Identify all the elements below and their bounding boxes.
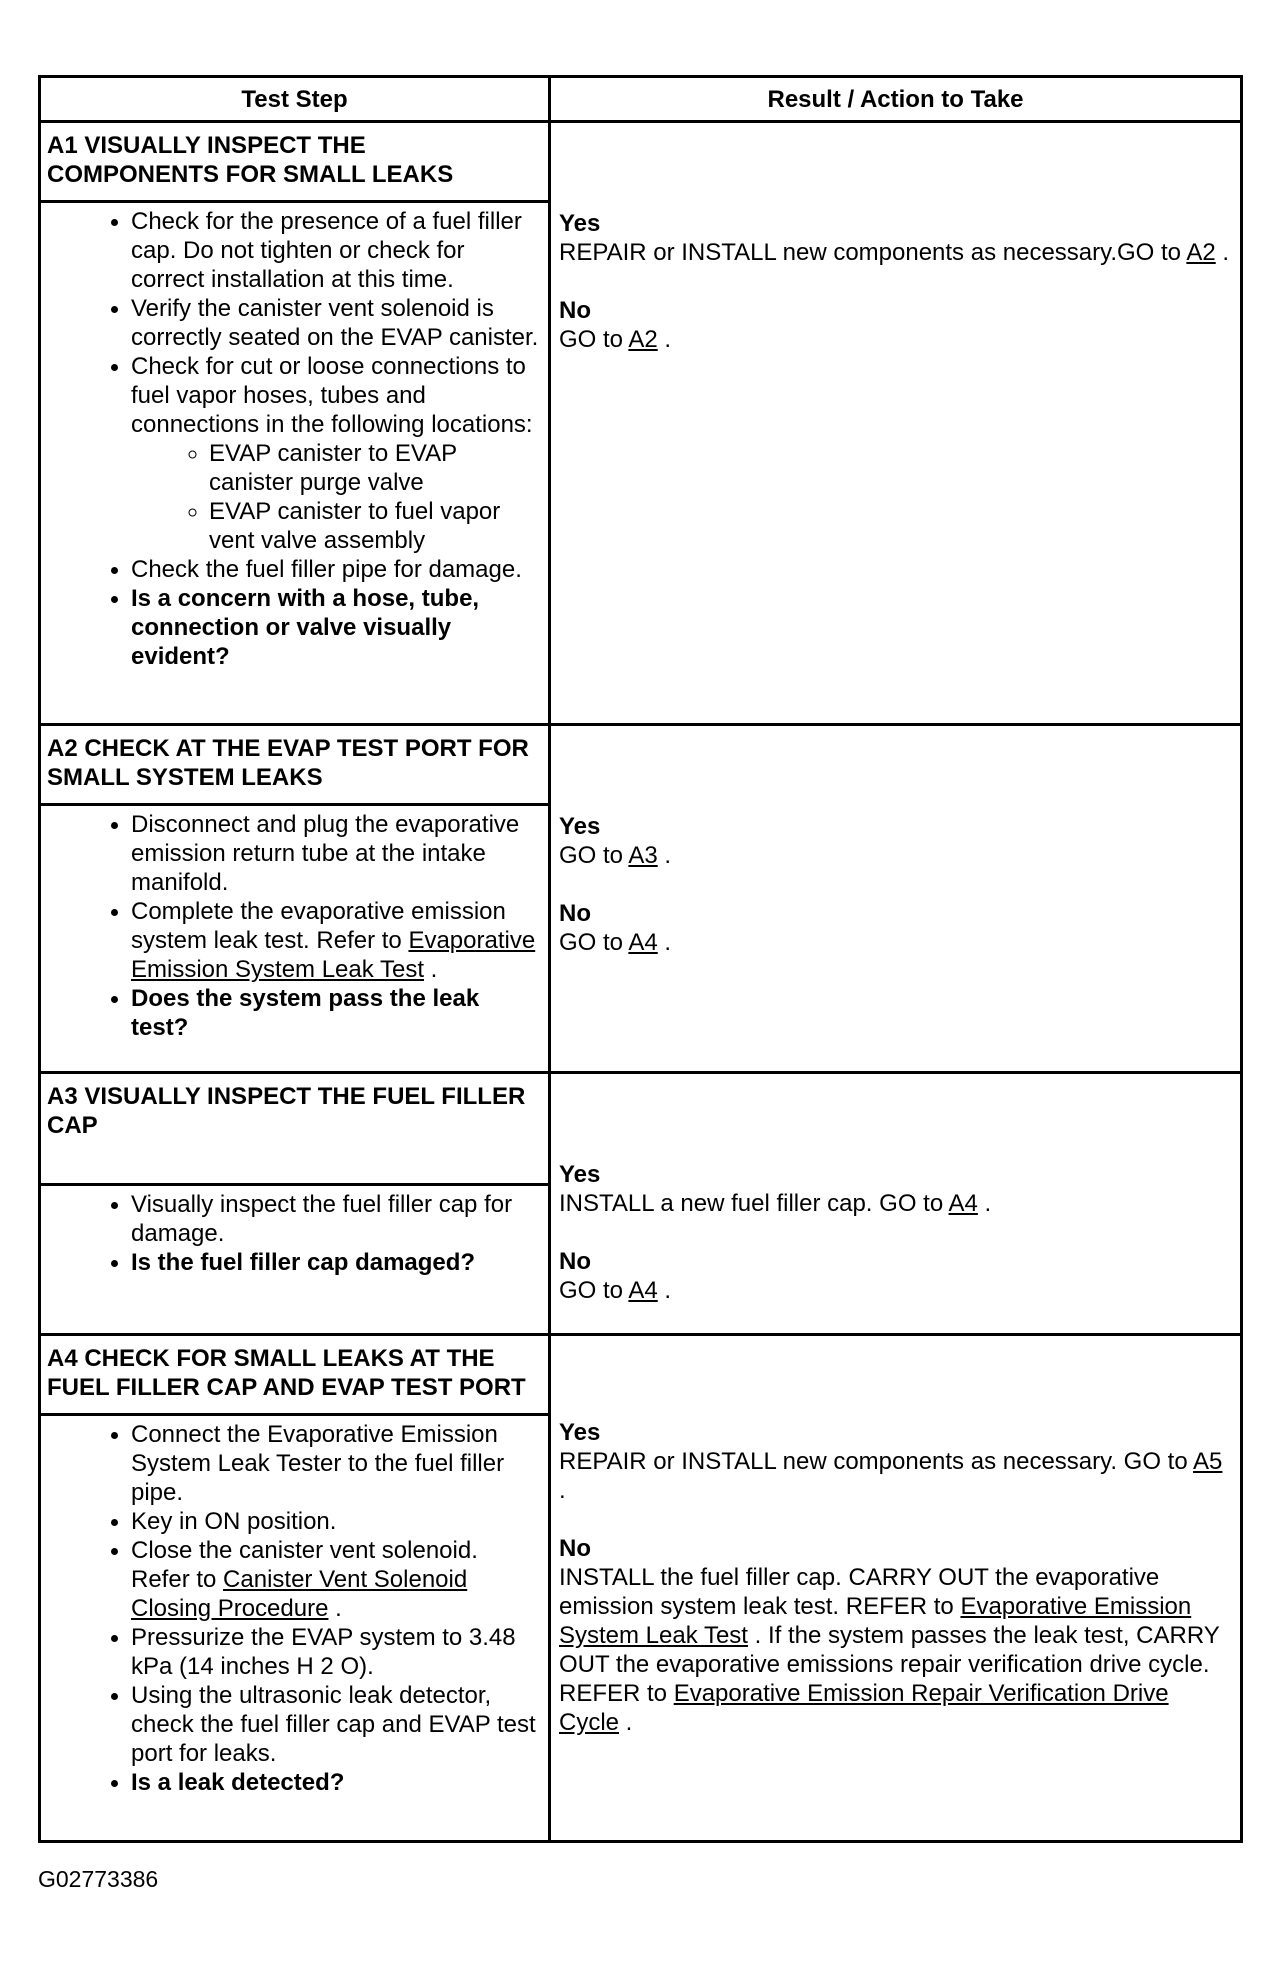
step-item-text: Key in ON position. [131, 1507, 337, 1535]
step-item [131, 1623, 542, 1681]
step-item [131, 584, 542, 671]
step-sublist [131, 439, 542, 555]
step-item-text: Is a leak detected? [131, 1768, 345, 1796]
result-label: Yes [559, 1418, 601, 1446]
step-item-text: Disconnect and plug the evaporative emission return tube at the intake manifold. [131, 811, 520, 897]
result-text-part: INSTALL the fuel filler cap. CARRY OUT the evaporative emission system leak test. REFER to [559, 1563, 1160, 1620]
step-item-text: Close the canister vent solenoid. Refer to [131, 1536, 478, 1593]
step-item-text: Pressurize the EVAP system to 3.48 kPa (14 inches H 2 O). [131, 1623, 516, 1680]
result-no [559, 1534, 1232, 1737]
step-body [40, 1414, 550, 1841]
step-item [131, 1681, 542, 1768]
step-title-row [40, 1072, 1242, 1184]
result-text [559, 1447, 1232, 1505]
result-text [559, 841, 1232, 870]
header-row [40, 77, 1242, 122]
step-body [40, 202, 550, 725]
result-yes [559, 1160, 1232, 1218]
step-title-row [40, 725, 1242, 805]
step-item-text: Is a concern with a hose, tube, connection or valve visually evident? [131, 585, 480, 671]
step-list [47, 810, 542, 1042]
result-spacer [559, 129, 1232, 209]
result-text-part: REPAIR or INSTALL new components as necessary.GO to [559, 239, 1187, 266]
result-yes [559, 1418, 1232, 1505]
steps-body [40, 122, 1242, 1842]
result-no [559, 296, 1232, 354]
result-text-part: . [1215, 239, 1230, 266]
step-item [131, 1768, 542, 1797]
result-text [559, 1189, 1232, 1218]
result-no [559, 1247, 1232, 1305]
figure-id: G02773386 [38, 1866, 159, 1892]
step-item [131, 352, 542, 555]
step-item-text: Check for cut or loose connections to fuel vapor hoses, tubes and connections in the following locations: [131, 353, 533, 439]
step-item-text: Visually inspect the fuel filler cap for damage. [131, 1190, 513, 1247]
step-title-row [40, 1334, 1242, 1414]
result-yes [559, 209, 1232, 267]
result-link[interactable]: Evaporative Emission System Leak Test [559, 1592, 1192, 1649]
result-label: Yes [559, 813, 601, 841]
step-item-text: Verify the canister vent solenoid is correctly seated on the EVAP canister. [131, 295, 539, 352]
step-title: A4 CHECK FOR SMALL LEAKS AT THE FUEL FILLER CAP AND EVAP TEST PORT [40, 1334, 550, 1414]
step-list [47, 1420, 542, 1797]
step-item [131, 207, 542, 294]
step-list [47, 207, 542, 671]
result-text-part: GO to [559, 1276, 629, 1304]
header-result: Result / Action to Take [550, 77, 1242, 122]
result-text [559, 325, 1232, 354]
result-spacer [559, 1080, 1232, 1160]
result-label: No [559, 1534, 591, 1562]
step-result-cell [550, 725, 1242, 1073]
result-text [559, 928, 1232, 957]
step-item [131, 897, 542, 984]
result-label: No [559, 900, 591, 928]
step-subitem: ◦ EVAP canister to fuel vapor vent valve assembly [209, 497, 542, 555]
result-link[interactable]: A4 [948, 1189, 978, 1217]
result-text-part: GO to [559, 326, 629, 353]
result-text-part: REPAIR or INSTALL new components as necessary. GO to [559, 1447, 1194, 1475]
step-item-text: Connect the Evaporative Emission System Leak Tester to the fuel filler pipe. [131, 1420, 505, 1506]
step-result-cell [550, 122, 1242, 725]
result-text-part: . [559, 1476, 566, 1504]
step-item [131, 555, 542, 584]
diagnostic-table [38, 75, 1243, 1843]
step-title: A1 VISUALLY INSPECT THE COMPONENTS FOR SMALL LEAKS [40, 122, 550, 202]
step-item [131, 810, 542, 897]
result-text [559, 1276, 1232, 1305]
result-text [559, 238, 1232, 267]
step-item-link[interactable]: Evaporative Emission System Leak Test [131, 927, 536, 984]
result-spacer [559, 1342, 1232, 1418]
step-title: A2 CHECK AT THE EVAP TEST PORT FOR SMALL SYSTEM LEAKS [40, 725, 550, 805]
result-link[interactable]: A2 [1186, 239, 1216, 266]
step-item-text: Check the fuel filler pipe for damage. [131, 556, 522, 584]
step-title: A3 VISUALLY INSPECT THE FUEL FILLER CAP [40, 1072, 550, 1184]
result-link[interactable]: A4 [628, 929, 658, 957]
step-subitem: ◦ EVAP canister to EVAP canister purge valve [209, 439, 542, 497]
result-text-part: . [619, 1708, 633, 1736]
step-item [131, 1420, 542, 1507]
result-text [559, 1563, 1232, 1737]
result-link[interactable]: A5 [1193, 1447, 1223, 1475]
result-text-part: . [657, 929, 672, 957]
step-title-row [40, 122, 1242, 202]
step-item-text: Check for the presence of a fuel filler cap. Do not tighten or check for correct installation at this time. [131, 208, 522, 294]
step-item-text: Complete the evaporative emission system leak test. Refer to [131, 898, 506, 955]
step-item-text: Is the fuel filler cap damaged? [131, 1248, 476, 1276]
result-text-part: . [657, 842, 672, 870]
result-text-part: GO to [559, 842, 629, 870]
step-body [40, 805, 550, 1072]
result-label: No [559, 297, 591, 324]
step-item [131, 294, 542, 352]
result-text-part: GO to [559, 929, 629, 957]
step-list [47, 1190, 542, 1277]
step-item [131, 1190, 542, 1248]
step-item [131, 1536, 542, 1623]
result-label: Yes [559, 210, 601, 237]
step-item-text: Using the ultrasonic leak detector, check the fuel filler cap and EVAP test port for leaks. [131, 1681, 536, 1767]
header-test-step: Test Step [40, 77, 550, 122]
result-link[interactable]: A3 [628, 842, 658, 870]
result-label: Yes [559, 1160, 601, 1188]
result-yes [559, 812, 1232, 870]
step-item [131, 1507, 542, 1536]
result-no [559, 899, 1232, 957]
step-result-cell [550, 1334, 1242, 1841]
step-item [131, 1248, 542, 1277]
step-item-text: . [328, 1594, 342, 1622]
result-text-part: . [657, 1276, 672, 1304]
result-text-part: INSTALL a new fuel filler cap. GO to [559, 1189, 949, 1217]
step-item [131, 984, 542, 1042]
result-link[interactable]: A2 [628, 326, 658, 353]
step-result-cell [550, 1072, 1242, 1334]
step-item-link[interactable]: Canister Vent Solenoid Closing Procedure [131, 1565, 468, 1622]
result-link[interactable]: A4 [628, 1276, 658, 1304]
result-text-part: . If the system passes the leak test, CARRY OUT the evaporative emissions repair verification drive cycle. REFER to [559, 1621, 1220, 1707]
step-item-text: . [424, 956, 438, 984]
step-body [40, 1184, 550, 1334]
result-text-part: . [657, 326, 672, 353]
result-text-part: . [977, 1189, 992, 1217]
step-item-text: Does the system pass the leak test? [131, 985, 480, 1042]
result-spacer [559, 732, 1232, 812]
result-label: No [559, 1247, 591, 1275]
result-link[interactable]: Evaporative Emission Repair Verification Drive Cycle [559, 1679, 1169, 1736]
